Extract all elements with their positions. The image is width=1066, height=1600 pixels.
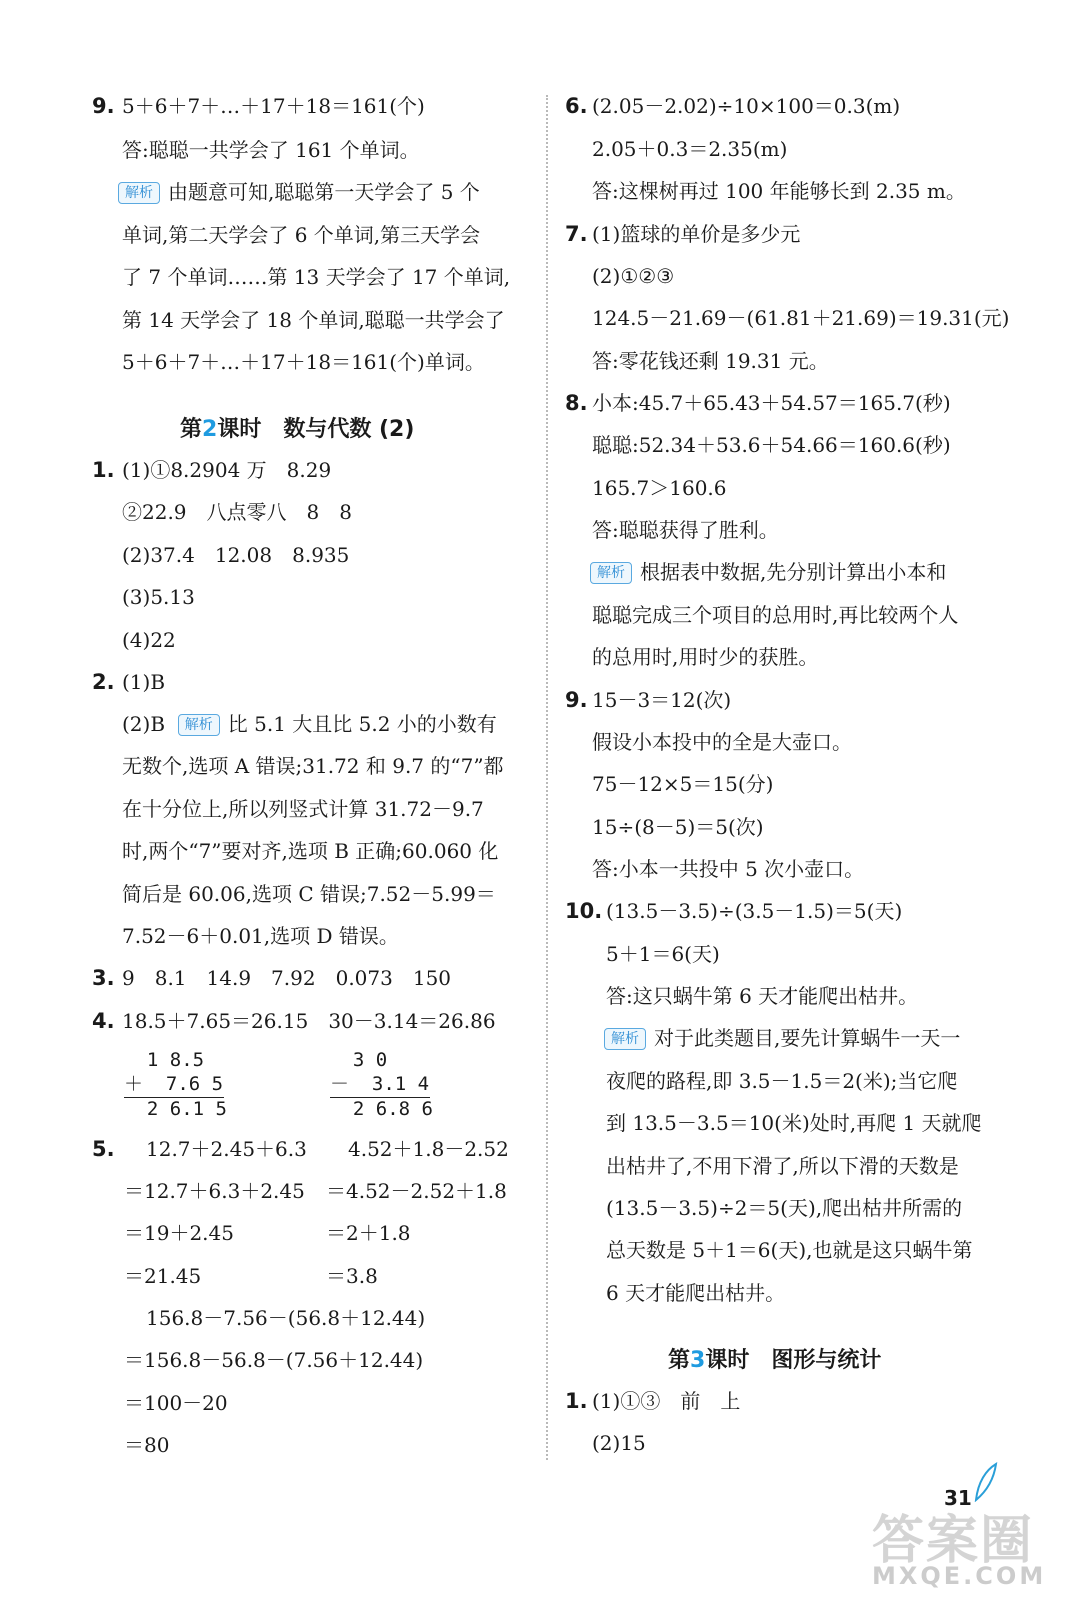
- answer-line: 9 8.1 14.9 7.92 0.073 150: [122, 966, 452, 990]
- equation: 5＋6＋7＋…＋17＋18＝161(个): [122, 94, 425, 118]
- answer-line: (1)篮球的单价是多少元: [592, 222, 801, 246]
- watermark-top: 答案圈: [872, 1511, 1035, 1571]
- answer-line: 答:这只蜗牛第 6 天才能爬出枯井。: [606, 984, 919, 1008]
- question-number: 9.: [565, 688, 588, 712]
- watermark-bottom: MXQE.COM: [872, 1562, 1047, 1590]
- explanation-line: 解析 对于此类题目,要先计算蜗牛一天一: [604, 1024, 960, 1052]
- explanation-line: 出枯井了,不用下滑了,所以下滑的天数是: [606, 1154, 959, 1178]
- explanation-line: 在十分位上,所以列竖式计算 31.72－9.7: [122, 797, 484, 821]
- calc-line: ＝3.8: [326, 1264, 378, 1288]
- question-number: 7.: [565, 222, 588, 246]
- explanation-line: 的总用时,用时少的获胜。: [592, 645, 819, 669]
- explanation-line: 单词,第二天学会了 6 个单词,第三天学会: [122, 223, 481, 247]
- calc-line: ＝19＋2.45: [124, 1221, 234, 1245]
- analysis-badge: 解析: [590, 562, 632, 584]
- explanation-line: 6 天才能爬出枯井。: [606, 1281, 786, 1305]
- explanation-line: 简后是 60.06,选项 C 错误;7.52－5.99＝: [122, 882, 496, 906]
- calc-line: ＝156.8－56.8－(7.56＋12.44): [124, 1348, 424, 1372]
- answer-line: (2)37.4 12.08 8.935: [122, 543, 350, 567]
- analysis-badge: 解析: [118, 182, 160, 204]
- question-number: 9.: [92, 94, 115, 118]
- question-number: 6.: [565, 94, 588, 118]
- calc-line: 12.7＋2.45＋6.3: [146, 1137, 307, 1161]
- column-divider: [546, 95, 548, 1460]
- calc-line: ＝2＋1.8: [326, 1221, 411, 1245]
- question-number: 4.: [92, 1009, 115, 1033]
- answer-line: 答:零花钱还剩 19.31 元。: [592, 349, 829, 373]
- equation: (13.5－3.5)÷(3.5－1.5)＝5(天): [606, 899, 903, 923]
- equation: 15－3＝12(次): [592, 688, 732, 712]
- section-heading: 第2课时 数与代数 (2): [180, 417, 415, 442]
- analysis-badge: 解析: [604, 1028, 646, 1050]
- answer-line: 答:聪聪获得了胜利。: [592, 518, 779, 542]
- answer-line: 18.5＋7.65＝26.15 30－3.14＝26.86: [122, 1009, 496, 1033]
- calc-line: ＝4.52－2.52＋1.8: [326, 1179, 507, 1203]
- calc-line: ＝80: [124, 1433, 170, 1457]
- explanation-line: 5＋6＋7＋…＋17＋18＝161(个)单词。: [122, 350, 485, 374]
- equation: 165.7＞160.6: [592, 476, 727, 500]
- equation: 小本:45.7＋65.43＋54.57＝165.7(秒): [592, 391, 951, 415]
- answer-line: (3)5.13: [122, 585, 195, 609]
- page-number: 31: [944, 1486, 972, 1510]
- question-number: 1.: [565, 1389, 588, 1413]
- answer-line: (1)B: [122, 670, 166, 694]
- calc-line: 4.52＋1.8－2.52: [348, 1137, 509, 1161]
- answer-line: (2)①②③: [592, 264, 675, 288]
- answer-line: ②22.9 八点零八 8 8: [122, 500, 352, 524]
- analysis-badge: 解析: [178, 714, 220, 736]
- answer-line: (4)22: [122, 628, 176, 652]
- answer-line: 答:小本一共投中 5 次小壶口。: [592, 857, 865, 881]
- section-heading: 第3课时 图形与统计: [668, 1348, 882, 1373]
- explanation-line: 到 13.5－3.5＝10(米)处时,再爬 1 天就爬: [606, 1111, 982, 1135]
- explanation-line: 夜爬的路程,即 3.5－1.5＝2(米);当它爬: [606, 1069, 958, 1093]
- explanation-line: 解析 根据表中数据,先分别计算出小本和: [590, 558, 946, 586]
- leaf-icon: [972, 1462, 998, 1502]
- calc-line: ＝12.7＋6.3＋2.45: [124, 1179, 305, 1203]
- explanation-line: 聪聪完成三个项目的总用时,再比较两个人: [592, 603, 959, 627]
- answer-line: (1)①③ 前 上: [592, 1389, 741, 1413]
- equation: 2.05＋0.3＝2.35(m): [592, 137, 788, 161]
- equation: 124.5－21.69－(61.81＋21.69)＝19.31(元): [592, 306, 1010, 330]
- explanation-line: 时,两个“7”要对齐,选项 B 正确;60.060 化: [122, 839, 499, 863]
- answer-line: 答:这棵树再过 100 年能够长到 2.35 m。: [592, 179, 966, 203]
- question-number: 1.: [92, 458, 115, 482]
- question-number: 5.: [92, 1137, 115, 1161]
- equation: (2.05－2.02)÷10×100＝0.3(m): [592, 94, 901, 118]
- explanation-line: 总天数是 5＋1＝6(天),也就是这只蜗牛第: [606, 1238, 973, 1262]
- calc-line: 156.8－7.56－(56.8＋12.44): [146, 1306, 426, 1330]
- answer-line: (2)15: [592, 1431, 646, 1455]
- question-number: 2.: [92, 670, 115, 694]
- question-number: 10.: [565, 899, 603, 923]
- equation: 75－12×5＝15(分): [592, 772, 774, 796]
- explanation-line: 解析 由题意可知,聪聪第一天学会了 5 个: [118, 178, 480, 206]
- answer-line: (1)①8.2904 万 8.29: [122, 458, 332, 482]
- answer-line: 假设小本投中的全是大壶口。: [592, 730, 852, 754]
- equation: 15÷(8－5)＝5(次): [592, 815, 764, 839]
- question-number: 8.: [565, 391, 588, 415]
- explanation-line: 7.52－6＋0.01,选项 D 错误。: [122, 924, 399, 948]
- explanation-line: (2)B 解析 比 5.1 大且比 5.2 小的小数有: [122, 712, 497, 736]
- calc-line: ＝100－20: [124, 1391, 228, 1415]
- question-number: 3.: [92, 966, 115, 990]
- explanation-line: (13.5－3.5)÷2＝5(天),爬出枯井所需的: [606, 1196, 963, 1220]
- equation: 聪聪:52.34＋53.6＋54.66＝160.6(秒): [592, 433, 951, 457]
- explanation-line: 无数个,选项 A 错误;31.72 和 9.7 的“7”都: [122, 754, 504, 778]
- explanation-line: 第 14 天学会了 18 个单词,聪聪一共学会了: [122, 308, 505, 332]
- explanation-line: 了 7 个单词……第 13 天学会了 17 个单词,: [122, 265, 511, 289]
- answer-line: 答:聪聪一共学会了 161 个单词。: [122, 138, 420, 162]
- calc-line: ＝21.45: [124, 1264, 202, 1288]
- equation: 5＋1＝6(天): [606, 942, 720, 966]
